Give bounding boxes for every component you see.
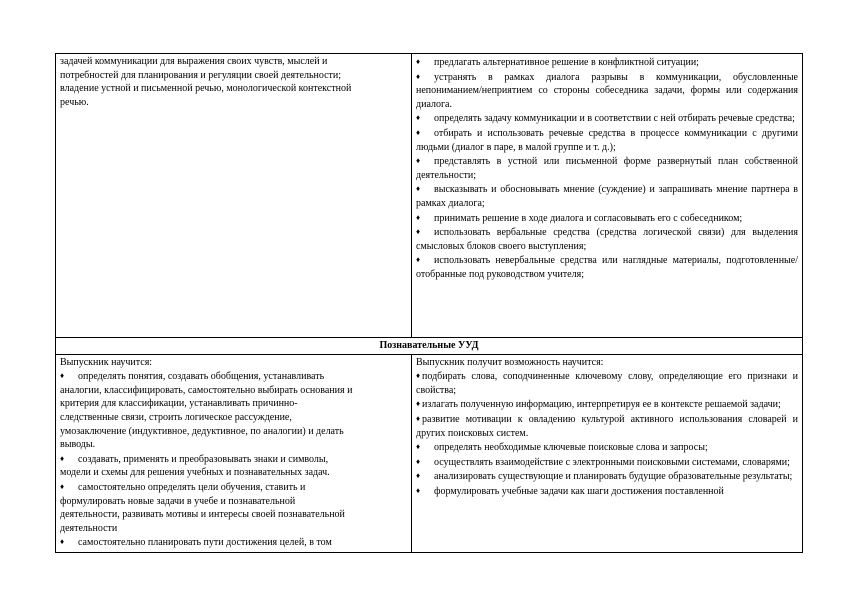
list-item-text: высказывать и обосновывать мнение (суждение) и запрашивать мнение партнера в рамках диалога; xyxy=(416,184,798,209)
uud-table xyxy=(55,53,803,553)
bullet-icon: ♦ xyxy=(416,413,421,423)
list-item-text: аналогии, классифицировать, самостоятельно выбирать основания и xyxy=(60,384,353,396)
bullet-icon: ♦ xyxy=(416,442,421,452)
list-item-text: устранять в рамках диалога разрывы в коммуникации, обусловленные непониманием/неприятием со стороны собеседника задачи, формы или содержания диалога. xyxy=(416,71,798,110)
text-line: владение устной и письменной речью, монологической контекстной xyxy=(60,83,352,95)
list-item-text: подбирать слова, соподчиненные ключевому слову, определяющие его признаки и свойства; xyxy=(416,371,798,396)
list-item xyxy=(416,397,798,412)
bullet-icon: ♦ xyxy=(416,371,421,381)
list-item-text: использовать вербальные средства (средства логической связи) для выделения смысловых блоков своего выступления; xyxy=(416,227,798,252)
list-item xyxy=(416,55,798,70)
bullet-icon: ♦ xyxy=(416,156,421,166)
list-item xyxy=(416,126,798,154)
list-item-text: самостоятельно планировать пути достижения целей, в том xyxy=(78,537,332,549)
list-item-text: развитие мотивации к овладению культурой активного использования словарей и других поисковых систем. xyxy=(416,413,798,439)
list-item-continuation xyxy=(60,438,407,452)
list-item-text: модели и схемы для решения учебных и познавательных задач. xyxy=(60,467,330,479)
list-item-text: использовать невербальные средства или наглядные материалы, подготовленные/отобранные под руководством учителя; xyxy=(416,255,798,280)
list-item xyxy=(416,369,798,397)
document-page xyxy=(55,53,800,553)
bullet-icon: ♦ xyxy=(416,113,421,123)
list-item-text: предлагать альтернативное решение в конфликтной ситуации; xyxy=(434,57,699,68)
list-item xyxy=(60,452,407,467)
right-cell-bottom xyxy=(412,354,803,552)
bullet-icon: ♦ xyxy=(60,537,65,547)
list-item xyxy=(416,111,798,126)
list-item-text: формулировать учебные задачи как шаги достижения поставленной xyxy=(434,485,724,497)
list-item-text: определять необходимые ключевые поисковые слова и запросы; xyxy=(434,442,708,454)
list-item-text: создавать, применять и преобразовывать знаки и символы, xyxy=(78,453,329,465)
list-item xyxy=(416,182,798,210)
bullet-icon: ♦ xyxy=(416,456,421,466)
list-item xyxy=(60,369,407,384)
bullet-icon: ♦ xyxy=(416,57,421,66)
bullet-icon: ♦ xyxy=(416,255,421,265)
list-item-text: анализировать существующие и планировать будущие образовательные результаты; xyxy=(434,471,793,483)
intro-text: Выпускник получит возможность научится: xyxy=(416,356,604,368)
list-item-text: формулировать новые задачи в учебе и познавательной xyxy=(60,495,296,507)
bullet-icon: ♦ xyxy=(60,453,65,463)
list-item xyxy=(416,412,798,440)
bullet-icon: ♦ xyxy=(416,471,421,481)
list-item xyxy=(60,535,407,550)
bullet-icon: ♦ xyxy=(60,481,65,491)
list-item-text: излагать полученную информацию, интерпретируя ее в контексте решаемой задачи; xyxy=(422,399,781,411)
list-item xyxy=(416,455,798,470)
list-item xyxy=(60,480,407,495)
left-cell-bottom xyxy=(56,354,412,552)
list-item-text: представлять в устной или письменной форме развернутый план собственной деятельности; xyxy=(416,156,798,181)
list-item xyxy=(416,253,798,281)
text-line: потребностей для планирования и регуляции своей деятельности; xyxy=(60,69,342,81)
bullet-icon: ♦ xyxy=(416,127,421,137)
table-row-section-heading xyxy=(56,338,803,355)
list-item-text: самостоятельно определять цели обучения, ставить и xyxy=(78,481,306,493)
list-item-text: выводы. xyxy=(60,439,96,451)
list-item-continuation xyxy=(60,384,407,398)
list-item-text: умозаключение (индуктивное, дедуктивное, по аналогии) и делать xyxy=(60,425,344,437)
list-item-text: принимать решение в ходе диалога и согласовывать его с собеседником; xyxy=(434,212,743,224)
list-item xyxy=(416,440,798,455)
list-item-text: определять понятия, создавать обобщения, устанавливать xyxy=(78,371,325,383)
left-cell-top xyxy=(56,54,412,338)
list-item xyxy=(416,225,798,253)
list-item xyxy=(416,70,798,112)
list-item-continuation xyxy=(60,522,407,536)
right-cell-top xyxy=(412,54,803,338)
list-item xyxy=(416,469,798,484)
list-item-text: деятельности, развивать мотивы и интересы своей познавательной xyxy=(60,509,345,521)
list-item-continuation xyxy=(60,508,407,522)
list-item-text: следственные связи, строить логическое рассуждение, xyxy=(60,411,292,423)
bullet-icon: ♦ xyxy=(416,485,421,495)
list-item-text: определять задачу коммуникации и в соответствии с ней отбирать речевые средства; xyxy=(434,113,795,125)
text-line: задачей коммуникации для выражения своих чувств, мыслей и xyxy=(60,56,328,67)
bullet-icon: ♦ xyxy=(416,71,421,81)
bullet-icon: ♦ xyxy=(416,184,421,194)
table-row-communicative xyxy=(56,54,803,338)
table-row-cognitive xyxy=(56,354,803,552)
list-item xyxy=(416,484,798,499)
intro-text: Выпускник научится: xyxy=(60,356,153,368)
list-item-continuation xyxy=(60,425,407,439)
section-heading: Познавательные УУД xyxy=(56,338,803,355)
bullet-icon: ♦ xyxy=(60,371,65,381)
list-item xyxy=(416,154,798,182)
bullet-icon: ♦ xyxy=(416,227,421,237)
list-item xyxy=(416,211,798,226)
text-line: речью. xyxy=(60,96,89,108)
list-item-text: отбирать и использовать речевые средства в процессе коммуникации с другими людьми (диалог в паре, в малой группе и т. д.); xyxy=(416,127,798,153)
list-item-continuation xyxy=(60,495,407,509)
list-item-text: критерия для классификации, устанавливать причинно- xyxy=(60,398,298,410)
bullet-icon: ♦ xyxy=(416,212,421,222)
list-item-continuation xyxy=(60,411,407,425)
list-item-continuation xyxy=(60,466,407,480)
list-item-continuation xyxy=(60,397,407,411)
list-item-text: деятельности xyxy=(60,522,118,534)
bullet-icon: ♦ xyxy=(416,399,421,409)
list-item-text: осуществлять взаимодействие с электронными поисковыми системами, словарями; xyxy=(434,456,790,468)
